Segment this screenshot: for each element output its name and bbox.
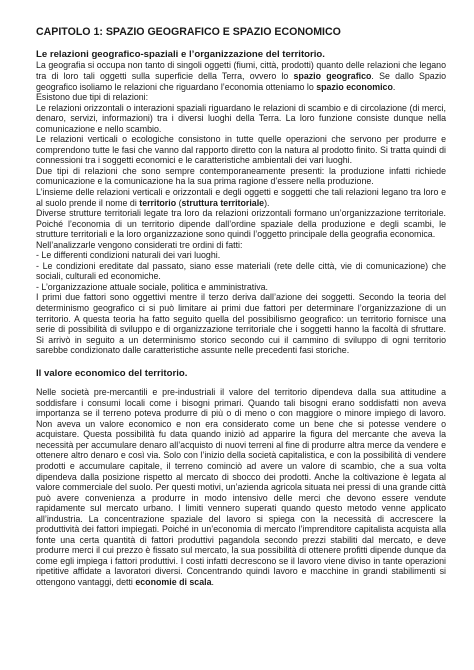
paragraph [36,60,446,92]
bold-term: territorio [139,197,177,208]
document-body [36,49,446,588]
paragraph [36,103,446,135]
bold-term: spazio geografico [293,70,372,81]
text-run: Diverse strutture territoriali legate tra loro da relazioni orizzontali formano un’organizzazione territoriale. Poiché l’economia di un territorio dipende dall’ordine spaziale della produzione e degli scambi, le strutture territoriali e la loro organizzazione sono quindi l’oggetto principale della geografia economica. [36,208,446,240]
text-run: - Le condizioni ereditate dal passato, siano esse materiali (rete delle città, vie di comunicazione) che sociali, culturali ed economiche. [36,260,446,282]
paragraph [36,261,446,282]
page-title: CAPITOLO 1: SPAZIO GEOGRAFICO E SPAZIO ECONOMICO [36,26,341,38]
text-run: Nelle società pre-mercantili e pre-industriali il valore del territorio dipendeva dalla sua attitudine a soddisfare i consumi locali come i bisogni primari. Quando tali bisogni erano soddisfatti non aveva importanza se il terreno poteva produrre di più o di meno o con maggiore o minore impiego di lavoro. Non aveva un valore economico e non era considerato come un bene che si potesse vendere o acquistare. Questa possibilità fu data quando iniziò ad apparire la figura del mercante che aveva la necessità per accumulare denaro all’acquisto di nuovi terreni al fine di produrre altra merce da vendere e ottenere altro denaro e così via. Solo con l’inizio della società capitalistica, e con la possibilità di vendere prodotti e accumulare capitale, il terreno cominciò ad avere un valore di scambio, che a sua volta dipendeva dalla posizione rispetto al mercato di sbocco dei prodotti. Anche la coltivazione è legata al valore commerciale del suolo. Per questi motivi, un’azienda agricola situata nei pressi di una grande città può avere convenienza a produrre in modo intensivo delle merci che devono essere vendute rapidamente sul mercato urbano. I limiti vennero superati quando questo metodo venne applicato all’industria. La concentrazione spaziale del lavoro si spiega con la necessità di accrescere la produttività dei fattori impiegati. Poiché in un’economia di mercato l’imprenditore capitalista acquista alla fonte una certa quantità di fattori produttivi pagandola secondo prezzi stabiliti dal mercato, e deve produrre merci il cui prezzo è fissato sul mercato, la sua possibilità di ottenere profitti dipende dunque da come egli impiega i fattori produttivi. I costi infatti decrescono se il lavoro viene diviso in tante operazioni ripetitive affidate a lavoratori diversi. Concentrando quindi lavoro e macchine in grandi stabilimenti si ottengono vantaggi, detti [36,387,446,587]
paragraph [36,292,446,355]
paragraph [36,240,446,251]
text-run: . [211,576,214,587]
text-run: L’insieme delle relazioni verticali e orizzontali e degli oggetti e soggetti che tali relazioni legano tra loro e al suolo prende il nome di [36,186,446,208]
text-run: I primi due fattori sono oggettivi mentre il terzo deriva dall’azione dei soggetti. Secondo la teoria del determinismo geografico ci si può limitare ai primi due fattori per determinare l’organizzazione di un territorio. A questa teoria ha fatto seguito quella del possibilismo geografico: un territorio fornisce una serie di possibilità di sviluppo e di organizzazione territoriale che i soggetti hanno la facoltà di sfruttare. Si arrivò in seguito a un determinismo storico secondo cui il cammino di sviluppo di ogni territorio sarebbe condizionato dalle caratteristiche assunte nelle precedenti fasi storiche. [36,292,446,356]
bold-term: spazio economico [316,81,393,92]
text-run: Esistono due tipi di relazioni: [36,92,149,103]
text-run: La geografia si occupa non tanto di singoli oggetti (fiumi, città, prodotti) quanto delle relazioni che legano tra di loro tali oggetti sulla superficie della Terra, ovvero lo [36,60,446,81]
text-run: Le relazioni orizzontali o interazioni spaziali riguardano le relazioni di scambio e di circolazione (di merci, denaro, servizi, informazioni) tra i diversi luoghi della Terra. La loro funzione consiste dunque nella comunicazione e nello scambio. [36,102,446,134]
paragraph [36,92,446,103]
paragraph [36,187,446,208]
text-run: ). [264,197,270,208]
text-run: - Le differenti condizioni naturali dei vari luoghi. [36,250,221,261]
paragraph [36,208,446,240]
paragraph [36,134,446,166]
paragraph [36,250,446,261]
paragraph [36,166,446,187]
text-run: . Se dallo Spazio geografico isoliamo le relazioni che riguardano l’economia otteniamo lo [36,70,446,92]
text-run: Nell’analizzarle vengono considerati tre ordini di fatti: [36,239,243,250]
paragraph [36,387,446,587]
paragraph [36,282,446,293]
bold-term: struttura territoriale [181,197,265,208]
text-run: Due tipi di relazioni che sono sempre contemporaneamente presenti: la produzione infatti richiede comunicazione e la comunicazione ha la sua prima ragione d’essere nella produzione. [36,165,446,187]
bold-term: economie di scala [135,576,212,587]
section-heading: Le relazioni geografico-spaziali e l’organizzazione del territorio. [36,49,325,60]
section-heading: Il valore economico del territorio. [36,367,188,379]
text-run: Le relazioni verticali o ecologiche consistono in tutte quelle operazioni che servono per produrre e comprendono tutte le fasi che vanno dal rapporto diretto con la natura al prodotto finito. Si tratta quindi di connessioni tra i soggetti economici e le caratteristiche ambientali dei vari luoghi. [36,134,446,166]
text-run: - L’organizzazione attuale sociale, politica e amministrativa. [36,281,269,292]
text-run: . [392,81,396,92]
text-run: ( [176,197,182,208]
